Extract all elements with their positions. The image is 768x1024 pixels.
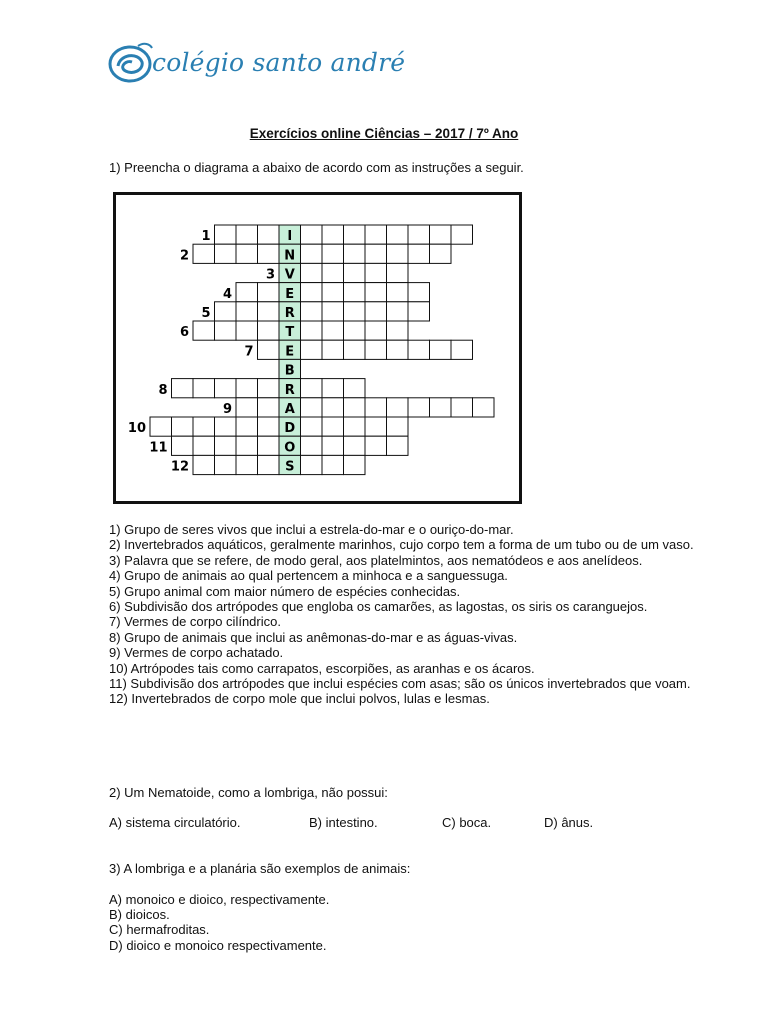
answer-cell <box>344 321 366 340</box>
answer-cell <box>258 244 280 263</box>
answer-cell <box>408 244 430 263</box>
answer-cell <box>236 379 258 398</box>
answer-cell <box>215 417 237 436</box>
answer-cell <box>301 225 323 244</box>
answer-cell <box>236 398 258 417</box>
key-letter: R <box>284 382 295 398</box>
row-number: 7 <box>244 344 254 360</box>
answer-cell <box>258 283 280 302</box>
key-letter: D <box>284 421 296 437</box>
answer-cell <box>172 379 194 398</box>
page-title: Exercícios online Ciências – 2017 / 7º Ano <box>249 126 519 141</box>
answer-cell <box>236 283 258 302</box>
answer-cell <box>387 340 409 359</box>
key-letter: B <box>284 363 295 379</box>
answer-cell <box>365 302 387 321</box>
answer-cell <box>322 302 344 321</box>
answer-cell <box>344 417 366 436</box>
answer-cell <box>408 340 430 359</box>
answer-cell <box>451 225 473 244</box>
answer-cell <box>172 417 194 436</box>
answer-cell <box>365 417 387 436</box>
answer-cell <box>215 379 237 398</box>
answer-cell <box>365 263 387 282</box>
answer-cell <box>215 302 237 321</box>
clue-item: 1) Grupo de seres vivos que inclui a estrela-do-mar e o ouriço-do-mar. <box>109 522 514 537</box>
q2-option-c: C) boca. <box>442 815 492 830</box>
q3-option-c: C) hermafroditas. <box>109 922 210 937</box>
answer-cell <box>344 436 366 455</box>
answer-cell <box>301 244 323 263</box>
row-number: 5 <box>201 306 211 321</box>
key-letter: S <box>285 459 295 475</box>
clue-item: 2) Invertebrados aquáticos, geralmente marinhos, cujo corpo tem a forma de um tubo ou de um vaso. <box>109 537 694 553</box>
answer-cell <box>301 263 323 282</box>
key-letter: I <box>287 229 293 245</box>
q3-option-a: A) monoico e dioico, respectivamente. <box>109 892 330 907</box>
answer-cell <box>258 379 280 398</box>
answer-cell <box>451 340 473 359</box>
answer-cell <box>451 398 473 417</box>
answer-cell <box>322 321 344 340</box>
answer-cell <box>322 225 344 244</box>
answer-cell <box>236 455 258 474</box>
answer-cell <box>365 225 387 244</box>
key-letter: A <box>284 402 295 417</box>
clue-item: 3) Palavra que se refere, de modo geral, aos platelmintos, aos nematódeos e aos anelídeos. <box>109 552 643 568</box>
answer-cell <box>301 398 323 417</box>
key-letter: V <box>284 267 295 283</box>
answer-cell <box>215 436 237 455</box>
clue-item: 12) Invertebrados de corpo mole que inclui polvos, lulas e lesmas. <box>109 691 490 707</box>
clue-item: 11) Subdivisão dos artrópodes que inclui espécies com asas; são os únicos invertebrados que voam. <box>109 676 691 692</box>
answer-cell <box>430 398 452 417</box>
key-letter: R <box>284 306 295 321</box>
answer-cell <box>365 321 387 340</box>
answer-cell <box>344 283 366 302</box>
answer-cell <box>322 340 344 359</box>
answer-cell <box>408 302 430 321</box>
answer-cell <box>193 455 215 474</box>
row-number: 9 <box>222 402 232 417</box>
answer-cell <box>387 302 409 321</box>
answer-cell <box>322 379 344 398</box>
answer-cell <box>258 417 280 436</box>
answer-cell <box>387 398 409 417</box>
answer-cell <box>258 340 280 359</box>
q2-option-a: A) sistema circulatório. <box>109 815 241 830</box>
answer-cell <box>258 302 280 321</box>
answer-cell <box>322 436 344 455</box>
answer-cell <box>322 244 344 263</box>
answer-cell <box>344 302 366 321</box>
answer-cell <box>236 225 258 244</box>
answer-cell <box>215 455 237 474</box>
clue-item: 8) Grupo de animais que inclui as anêmonas-do-mar e as águas-vivas. <box>109 629 518 645</box>
row-number: 1 <box>201 229 211 245</box>
answer-cell <box>301 340 323 359</box>
answer-cell <box>301 417 323 436</box>
answer-cell <box>408 283 430 302</box>
q2-option-b: B) intestino. <box>309 815 378 830</box>
answer-cell <box>387 225 409 244</box>
answer-cell <box>301 379 323 398</box>
answer-cell <box>473 398 495 417</box>
answer-cell <box>150 417 172 436</box>
answer-cell <box>258 398 280 417</box>
row-number: 2 <box>179 248 189 264</box>
key-letter: T <box>285 325 295 341</box>
answer-cell <box>365 340 387 359</box>
answer-cell <box>344 340 366 359</box>
answer-cell <box>430 340 452 359</box>
answer-cell <box>344 455 366 474</box>
answer-cell <box>236 302 258 321</box>
answer-cell <box>236 244 258 263</box>
answer-cell <box>193 321 215 340</box>
answer-cell <box>193 436 215 455</box>
row-number: 4 <box>222 286 232 302</box>
q3-option-b: B) dioicos. <box>109 907 170 922</box>
clue-item: 9) Vermes de corpo achatado. <box>109 645 284 661</box>
row-number: 12 <box>170 459 189 475</box>
answer-cell <box>172 436 194 455</box>
key-letter: O <box>284 440 296 456</box>
answer-cell <box>408 398 430 417</box>
answer-cell <box>344 225 366 244</box>
answer-cell <box>236 436 258 455</box>
answer-cell <box>322 455 344 474</box>
answer-cell <box>236 321 258 340</box>
answer-cell <box>236 417 258 436</box>
answer-cell <box>430 225 452 244</box>
row-number: 10 <box>127 421 146 437</box>
answer-cell <box>215 321 237 340</box>
q2-option-d: D) ânus. <box>544 815 594 830</box>
q2-statement: 2) Um Nematoide, como a lombriga, não possui: <box>109 785 388 800</box>
clue-item: 6) Subdivisão dos artrópodes que engloba os camarões, as lagostas, os siris os caranguejos. <box>109 599 648 615</box>
answer-cell <box>387 417 409 436</box>
answer-cell <box>258 225 280 244</box>
answer-cell <box>344 263 366 282</box>
answer-cell <box>365 283 387 302</box>
q3-statement: 3) A lombriga e a planária são exemplos de animais: <box>109 861 411 876</box>
answer-cell <box>387 321 409 340</box>
answer-cell <box>193 244 215 263</box>
answer-cell <box>365 436 387 455</box>
q3-option-d: D) dioico e monoico respectivamente. <box>109 938 327 953</box>
answer-cell <box>301 455 323 474</box>
row-number: 8 <box>158 382 168 398</box>
q1-statement: 1) Preencha o diagrama a abaixo de acordo com as instruções a seguir. <box>109 160 524 175</box>
row-number: 6 <box>179 325 189 341</box>
row-number: 3 <box>265 267 275 283</box>
crossword-grid <box>113 192 522 504</box>
answer-cell <box>301 283 323 302</box>
answer-cell <box>344 398 366 417</box>
key-letter: E <box>285 286 295 302</box>
answer-cell <box>387 263 409 282</box>
clue-item: 7) Vermes de corpo cilíndrico. <box>109 614 281 630</box>
answer-cell <box>387 436 409 455</box>
answer-cell <box>387 283 409 302</box>
row-number: 11 <box>149 440 168 456</box>
answer-cell <box>322 417 344 436</box>
answer-cell <box>215 244 237 263</box>
answer-cell <box>301 321 323 340</box>
answer-cell <box>430 244 452 263</box>
answer-cell <box>344 379 366 398</box>
key-letter: E <box>285 344 295 360</box>
answer-cell <box>301 436 323 455</box>
answer-cell <box>193 379 215 398</box>
answer-cell <box>322 263 344 282</box>
clue-item: 4) Grupo de animais ao qual pertencem a minhoca e a sanguessuga. <box>109 568 508 584</box>
clue-item: 10) Artrópodes tais como carrapatos, escorpiões, as aranhas e os ácaros. <box>109 660 535 676</box>
answer-cell <box>258 436 280 455</box>
answer-cell <box>258 321 280 340</box>
clue-item: 5) Grupo animal com maior número de espécies conhecidas. <box>109 583 461 599</box>
answer-cell <box>408 225 430 244</box>
answer-cell <box>365 244 387 263</box>
answer-cell <box>365 398 387 417</box>
answer-cell <box>387 244 409 263</box>
clue-list <box>109 522 719 707</box>
answer-cell <box>344 244 366 263</box>
answer-cell <box>258 455 280 474</box>
answer-cell <box>193 417 215 436</box>
key-letter: N <box>284 248 296 264</box>
answer-cell <box>322 398 344 417</box>
answer-cell <box>301 302 323 321</box>
answer-cell <box>322 283 344 302</box>
school-name: colégio santo andré <box>152 48 406 77</box>
answer-cell <box>215 225 237 244</box>
